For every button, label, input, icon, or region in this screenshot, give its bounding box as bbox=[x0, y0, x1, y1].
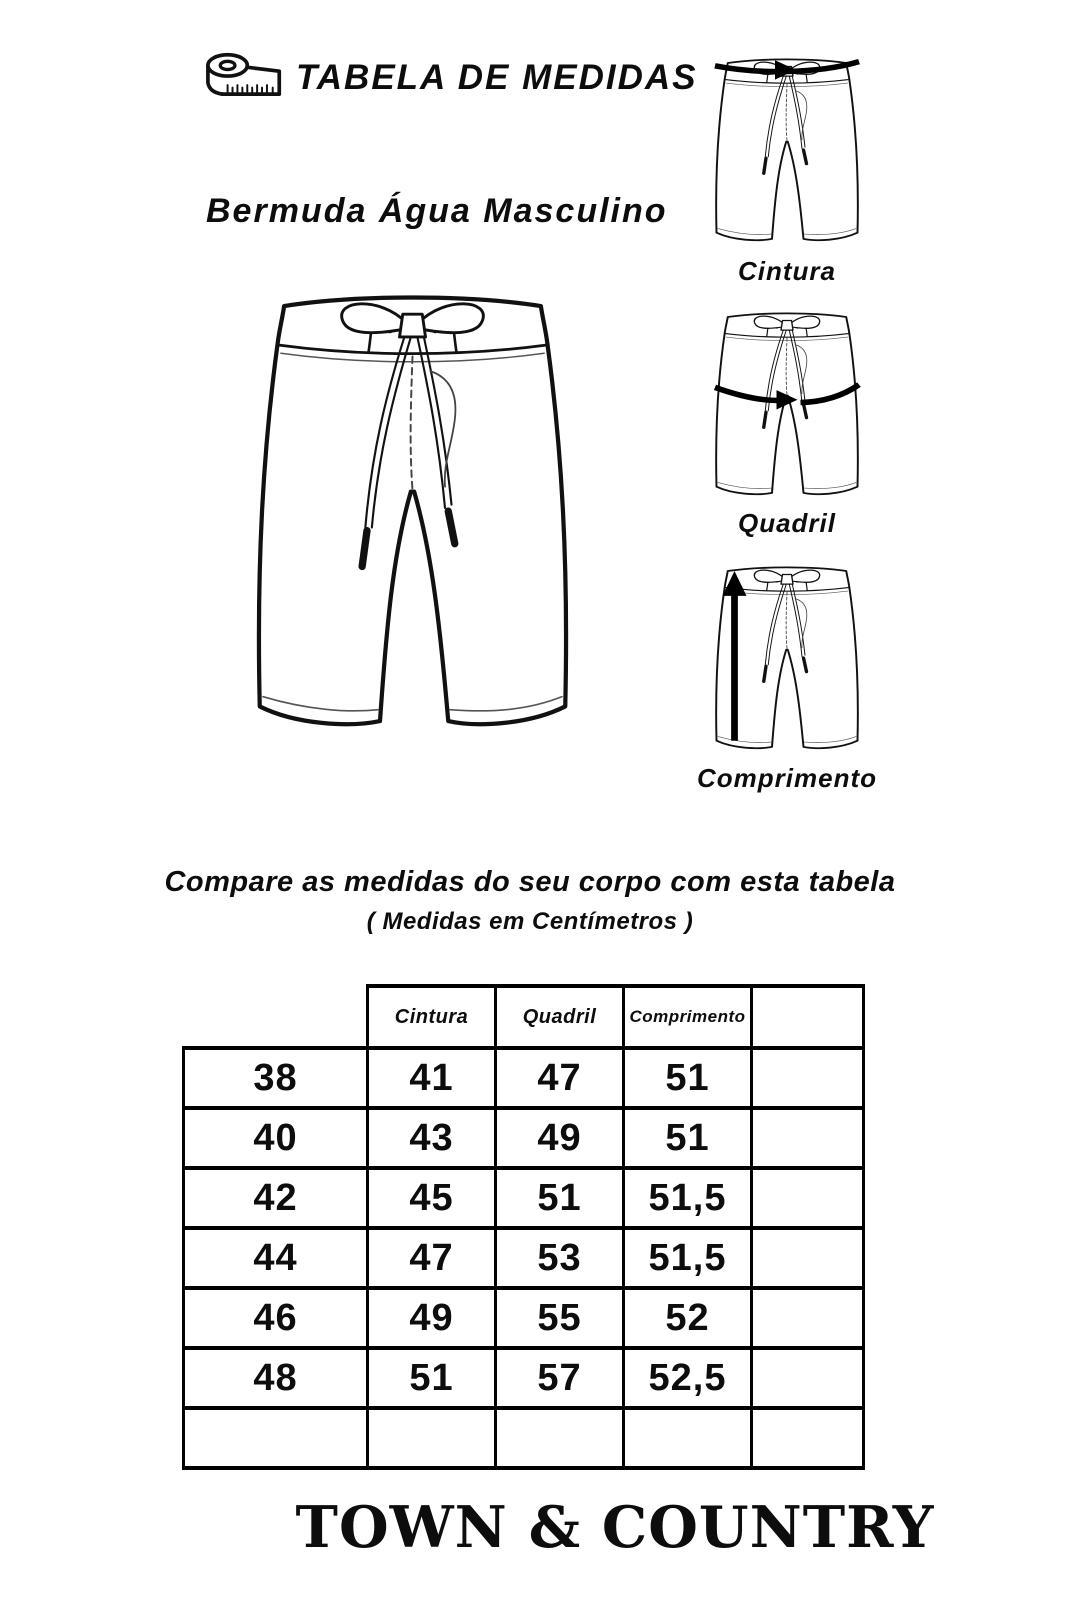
size-cell: 40 bbox=[184, 1108, 368, 1168]
waist-measure-diagram bbox=[712, 52, 862, 252]
value-cell bbox=[752, 1228, 864, 1288]
value-cell: 51 bbox=[368, 1348, 496, 1408]
value-cell: 41 bbox=[368, 1048, 496, 1108]
header-cell-blank bbox=[184, 986, 368, 1048]
value-cell bbox=[752, 1348, 864, 1408]
size-table bbox=[182, 984, 865, 1470]
table-row bbox=[184, 1348, 864, 1408]
brand-logo-text: TOWN & COUNTRY bbox=[295, 1494, 935, 1561]
size-cell: 46 bbox=[184, 1288, 368, 1348]
value-cell: 47 bbox=[368, 1228, 496, 1288]
value-cell: 43 bbox=[368, 1108, 496, 1168]
size-cell: 42 bbox=[184, 1168, 368, 1228]
units-note: ( Medidas em Centímetros ) bbox=[366, 908, 694, 935]
hip-measure-diagram bbox=[712, 306, 862, 506]
size-cell bbox=[184, 1408, 368, 1468]
value-cell: 47 bbox=[496, 1048, 624, 1108]
diagram-label-comprimento: Comprimento bbox=[697, 763, 877, 793]
header-cell-quadril: Quadril bbox=[496, 986, 624, 1048]
size-cell: 38 bbox=[184, 1048, 368, 1108]
value-cell bbox=[368, 1408, 496, 1468]
size-cell: 48 bbox=[184, 1348, 368, 1408]
size-cell: 44 bbox=[184, 1228, 368, 1288]
value-cell bbox=[496, 1408, 624, 1468]
value-cell: 52 bbox=[624, 1288, 752, 1348]
measuring-tape-icon bbox=[203, 50, 285, 112]
table-row bbox=[184, 1228, 864, 1288]
length-measure-diagram bbox=[712, 560, 862, 760]
page-title: TABELA DE MEDIDAS bbox=[296, 58, 698, 97]
value-cell: 57 bbox=[496, 1348, 624, 1408]
value-cell bbox=[752, 1408, 864, 1468]
header-cell-comprimento: Comprimento bbox=[624, 986, 752, 1048]
board-shorts-illustration bbox=[250, 280, 575, 752]
size-table-header-row bbox=[184, 986, 864, 1048]
compare-instruction: Compare as medidas do seu corpo com esta tabela bbox=[164, 866, 896, 898]
diagram-label-cintura: Cintura bbox=[738, 256, 836, 286]
table-row-empty bbox=[184, 1408, 864, 1468]
value-cell: 51 bbox=[496, 1168, 624, 1228]
table-row bbox=[184, 1108, 864, 1168]
value-cell: 49 bbox=[496, 1108, 624, 1168]
value-cell: 55 bbox=[496, 1288, 624, 1348]
table-row bbox=[184, 1168, 864, 1228]
value-cell: 53 bbox=[496, 1228, 624, 1288]
value-cell: 51,5 bbox=[624, 1228, 752, 1288]
value-cell: 52,5 bbox=[624, 1348, 752, 1408]
header-cell-extra bbox=[752, 986, 864, 1048]
product-name: Bermuda Água Masculino bbox=[206, 192, 668, 230]
diagram-label-quadril: Quadril bbox=[737, 508, 836, 538]
value-cell bbox=[752, 1108, 864, 1168]
table-row bbox=[184, 1048, 864, 1108]
table-row bbox=[184, 1288, 864, 1348]
value-cell: 45 bbox=[368, 1168, 496, 1228]
value-cell: 49 bbox=[368, 1288, 496, 1348]
value-cell bbox=[752, 1288, 864, 1348]
header-cell-cintura: Cintura bbox=[368, 986, 496, 1048]
value-cell bbox=[752, 1168, 864, 1228]
value-cell: 51 bbox=[624, 1048, 752, 1108]
value-cell: 51,5 bbox=[624, 1168, 752, 1228]
value-cell: 51 bbox=[624, 1108, 752, 1168]
value-cell bbox=[624, 1408, 752, 1468]
value-cell bbox=[752, 1048, 864, 1108]
